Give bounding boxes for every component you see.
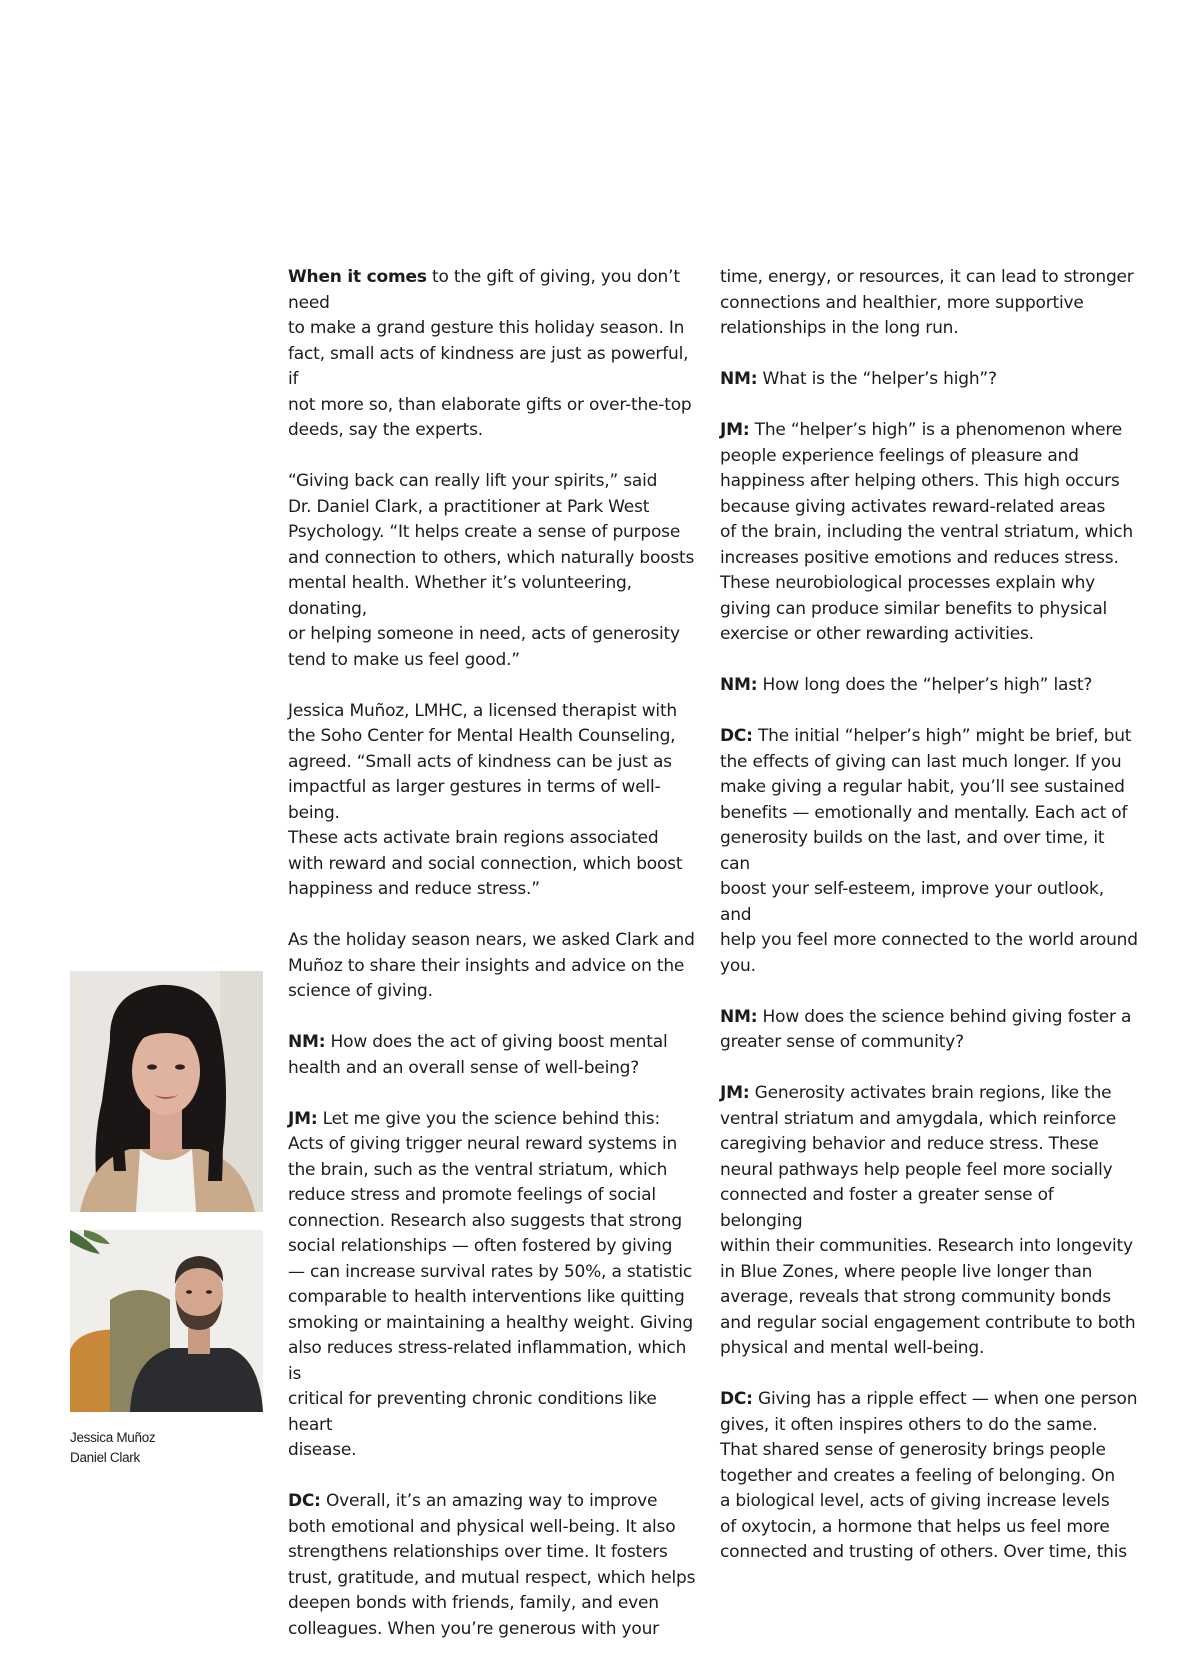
quote-paragraph-clark: “Giving back can really lift your spirits,” said Dr. Daniel Clark, a practitioner at Park West Psychology. “It helps create a sense of purpose and connection to others, which naturally boosts mental health. Whether it’s volunteering, donating, or helping someone in need, acts of generosity tend to make us feel good.” (288, 471, 695, 670)
portrait-illustration (70, 971, 263, 1212)
quote-paragraph-munoz: Jessica Muñoz, LMHC, a licensed therapist with the Soho Center for Mental Health Counseling, agreed. “Small acts of kindness can be just as impactful as larger gestures in terms of well-being. These acts activate brain regions associated with reward and social connection, which boost happiness and reduce stress.” (288, 700, 683, 899)
article-column-left (288, 265, 700, 1668)
transition-paragraph: As the holiday season nears, we asked Clark and Muñoz to share their insights and advice on the science of giving. (288, 930, 695, 1001)
caption-name-jessica-munoz: Jessica Muñoz (70, 1430, 156, 1445)
continued-paragraph: time, energy, or resources, it can lead to stronger connections and healthier, more supportive relationships in the long run. (720, 267, 1134, 338)
portrait-photo-jessica-munoz (70, 971, 263, 1212)
portrait-photo-daniel-clark (70, 1230, 263, 1412)
portrait-illustration (70, 1230, 263, 1412)
speaker-label: JM: (720, 420, 750, 440)
intro-paragraph: When it comes to the gift of giving, you don’t need to make a grand gesture this holiday season. In fact, small acts of kindness are just as powerful, if not more so, than elaborate gifts or over-the-top deeds, say the experts. (288, 267, 692, 440)
caption-name-daniel-clark: Daniel Clark (70, 1450, 140, 1465)
question-paragraph: NM: How long does the “helper’s high” last? (720, 675, 1093, 695)
answer-paragraph: JM: The “helper’s high” is a phenomenon where people experience feelings of pleasure and happiness after helping others. This high occurs because giving activates reward-related areas of the brain, including the ventral striatum, which increases positive emotions and reduces stress. These neurobiological processes explain why giving can produce similar benefits to physical exercise or other rewarding activities. (720, 420, 1133, 644)
answer-paragraph: DC: Overall, it’s an amazing way to improve both emotional and physical well-being. It also strengthens relationships over time. It fosters trust, gratitude, and mutual respect, which helps deepen bonds with friends, family, and even colleagues. When you’re generous with your (288, 1491, 696, 1639)
answer-paragraph: JM: Generosity activates brain regions, like the ventral striatum and amygdala, which reinforce caregiving behavior and reduce stress. These neural pathways help people feel more socially connected and foster a greater sense of belonging within their communities. Research into longevity in Blue Zones, where people live longer than average, reveals that strong community bonds and regular social engagement contribute to both physical and mental well-being. (720, 1083, 1136, 1358)
speaker-label: DC: (720, 726, 753, 746)
speaker-label: DC: (720, 1389, 753, 1409)
speaker-label: NM: (720, 1006, 758, 1027)
speaker-label: NM: (720, 369, 758, 389)
speaker-label: DC: (288, 1491, 321, 1511)
answer-paragraph: DC: Giving has a ripple effect — when one person gives, it often inspires others to do the same. That shared sense of generosity brings people together and creates a feeling of belonging. On a biological level, acts of giving increase levels of oxytocin, a hormone that helps us feel more connected and trusting of others. Over time, this (720, 1389, 1138, 1562)
speaker-label: NM: (720, 675, 758, 695)
question-paragraph: NM: How does the act of giving boost mental health and an overall sense of well-being? (288, 1032, 668, 1078)
article-column-right (720, 265, 1138, 1591)
speaker-label: NM: (288, 1032, 326, 1052)
photo-caption (70, 1428, 155, 1468)
answer-paragraph: JM: Let me give you the science behind this: Acts of giving trigger neural reward systems in the brain, such as the ventral striatum, which reduce stress and promote feelings of social connection. Research also suggests that strong social relationships — often fostered by giving — can increase survival rates by 50%, a statistic comparable to health interventions like quitting smoking or maintaining a healthy weight. Giving also reduces stress-related inflammation, which is critical for preventing chronic conditions like heart disease. (288, 1108, 693, 1460)
speaker-label: JM: (720, 1083, 750, 1103)
answer-paragraph: DC: The initial “helper’s high” might be brief, but the effects of giving can last much longer. If you make giving a regular habit, you’ll see sustained benefits — emotionally and mentally. Each act of generosity builds on the last, and over time, it can boost your self-esteem, improve your outlook, and help you feel more connected to the world around you. (720, 726, 1138, 976)
question-paragraph: NM: What is the “helper’s high”? (720, 369, 997, 389)
question-paragraph: NM: How does the science behind giving foster a greater sense of community? (720, 1006, 1132, 1052)
speaker-label: JM: (288, 1108, 318, 1129)
lead-in: When it comes (288, 267, 427, 287)
